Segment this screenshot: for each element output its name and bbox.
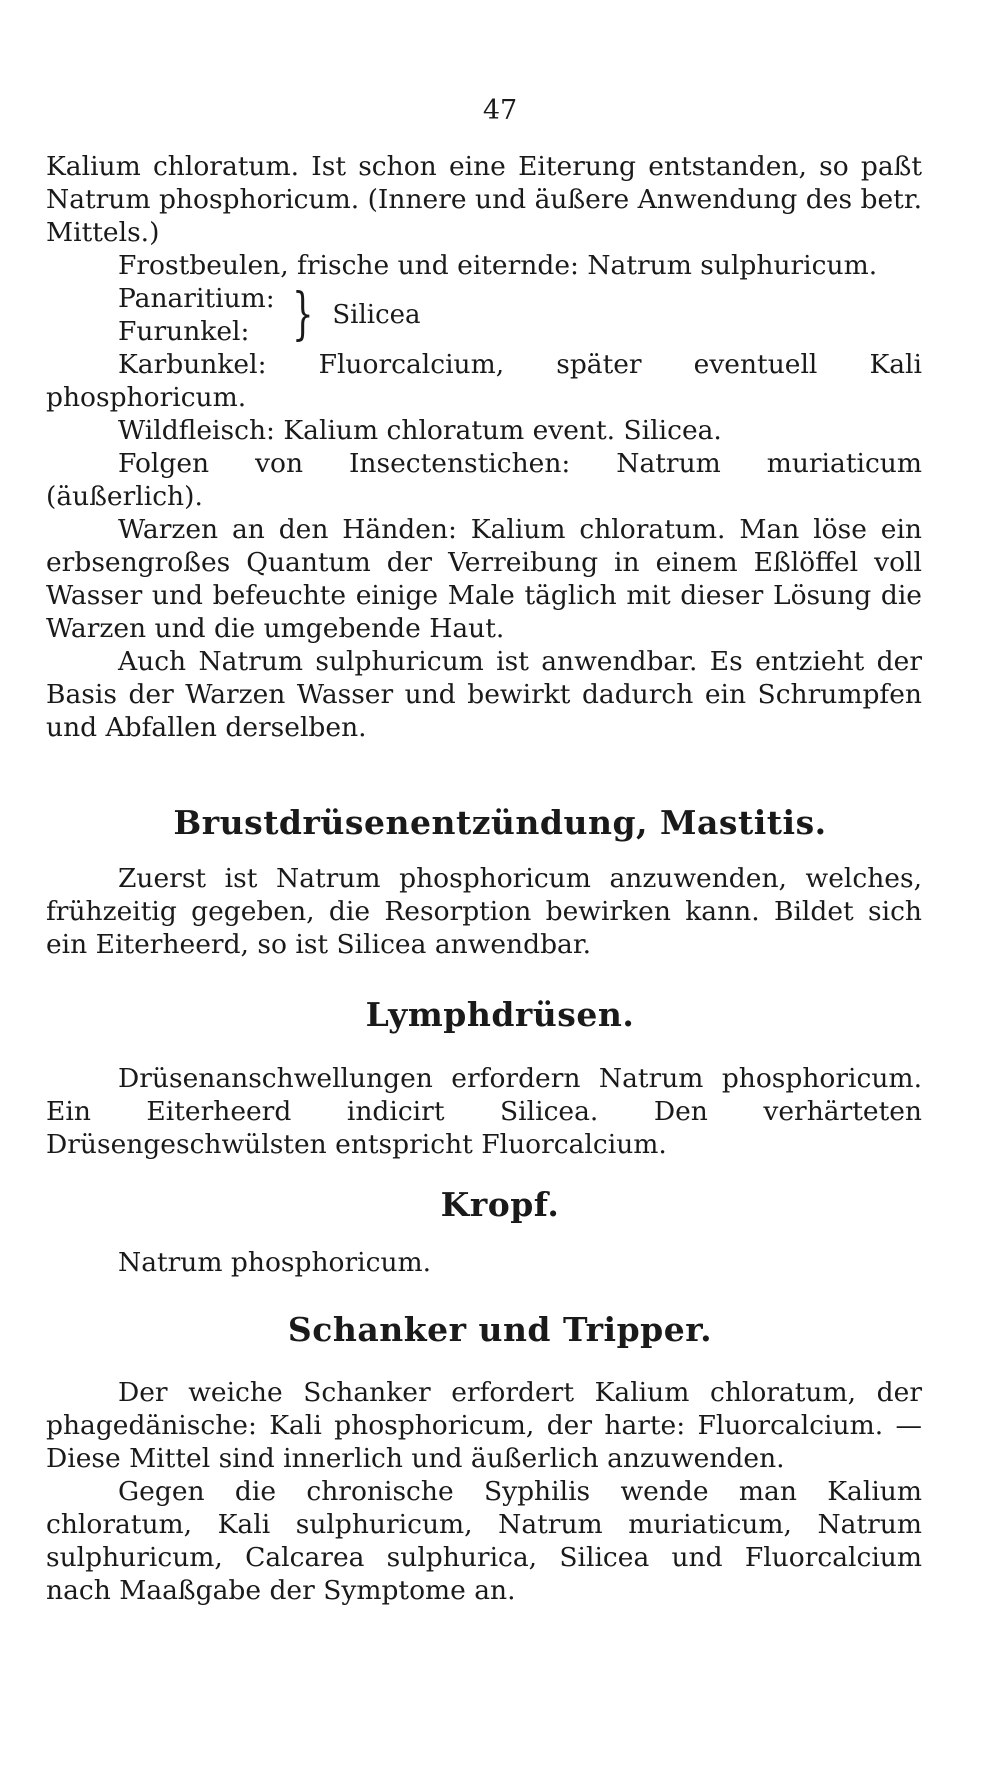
paragraph: Wildfleisch: Kalium chloratum event. Silicea.: [118, 415, 722, 446]
section-heading: Kropf.: [440, 1185, 560, 1224]
brace-labels: [118, 282, 275, 348]
paragraph: Folgen von Insectenstichen: Natrum muriaticum (äußerlich).: [46, 448, 922, 512]
paragraph: Frostbeulen, frische und eiternde: Natrum sulphuricum.: [118, 250, 878, 281]
section-heading: Brustdrüsenentzündung, Mastitis.: [173, 803, 827, 842]
brace-group: [46, 282, 922, 348]
brace-label: Furunkel:: [118, 316, 250, 347]
paragraph: Kalium chloratum. Ist schon eine Eiterung entstanden, so paßt Natrum phosphoricum. (Innere und äußere Anwendung des betr. Mittels.): [46, 151, 922, 248]
paragraph: Drüsenanschwellungen erfordern Natrum phosphoricum. Ein Eiterheerd indicirt Silicea. Den verhärteten Drüsengeschwülsten entspricht Fluorcalcium.: [46, 1063, 922, 1160]
section-body: [46, 1062, 922, 1161]
brace-label: Panaritium:: [118, 283, 275, 314]
intro-block: [46, 150, 922, 744]
section-heading: Lymphdrüsen.: [365, 995, 635, 1034]
paragraph: Gegen die chronische Syphilis wende man Kalium chloratum, Kali sulphuricum, Natrum muriaticum, Natrum sulphuricum, Calcarea sulphurica, Silicea und Fluorcalcium nach Maaßgabe der Symptome an.: [46, 1476, 922, 1606]
paragraph: Auch Natrum sulphuricum ist anwendbar. Es entzieht der Basis der Warzen Wasser und bewirkt dadurch ein Schrumpfen und Abfallen derselben.: [46, 646, 922, 743]
page-number: 47: [482, 95, 518, 126]
brace-value: Silicea: [332, 299, 421, 330]
section-body: [46, 1376, 922, 1607]
curly-brace-icon: }: [291, 282, 314, 347]
paragraph: Zuerst ist Natrum phosphoricum anzuwenden, welches, frühzeitig gegeben, die Resorption bewirken kann. Bildet sich ein Eiterheerd, so ist Silicea anwendbar.: [46, 863, 922, 960]
section-body: [46, 862, 922, 961]
paragraph: Natrum phosphoricum.: [118, 1247, 432, 1278]
paragraph: Der weiche Schanker erfordert Kalium chloratum, der phagedänische: Kali phosphoricum, der harte: Fluorcalcium. — Diese Mittel sind innerlich und äußerlich anzuwenden.: [46, 1377, 922, 1474]
paragraph: Karbunkel: Fluorcalcium, später eventuell Kali phosphoricum.: [46, 349, 922, 413]
paragraph: Warzen an den Händen: Kalium chloratum. Man löse ein erbsengroßes Quantum der Verreibung in einem Eßlöffel voll Wasser und befeuchte einige Male täglich mit dieser Lösung die Warzen und die umgebende Haut.: [46, 514, 922, 644]
section-body: [46, 1246, 922, 1279]
section-heading: Schanker und Tripper.: [287, 1310, 713, 1349]
